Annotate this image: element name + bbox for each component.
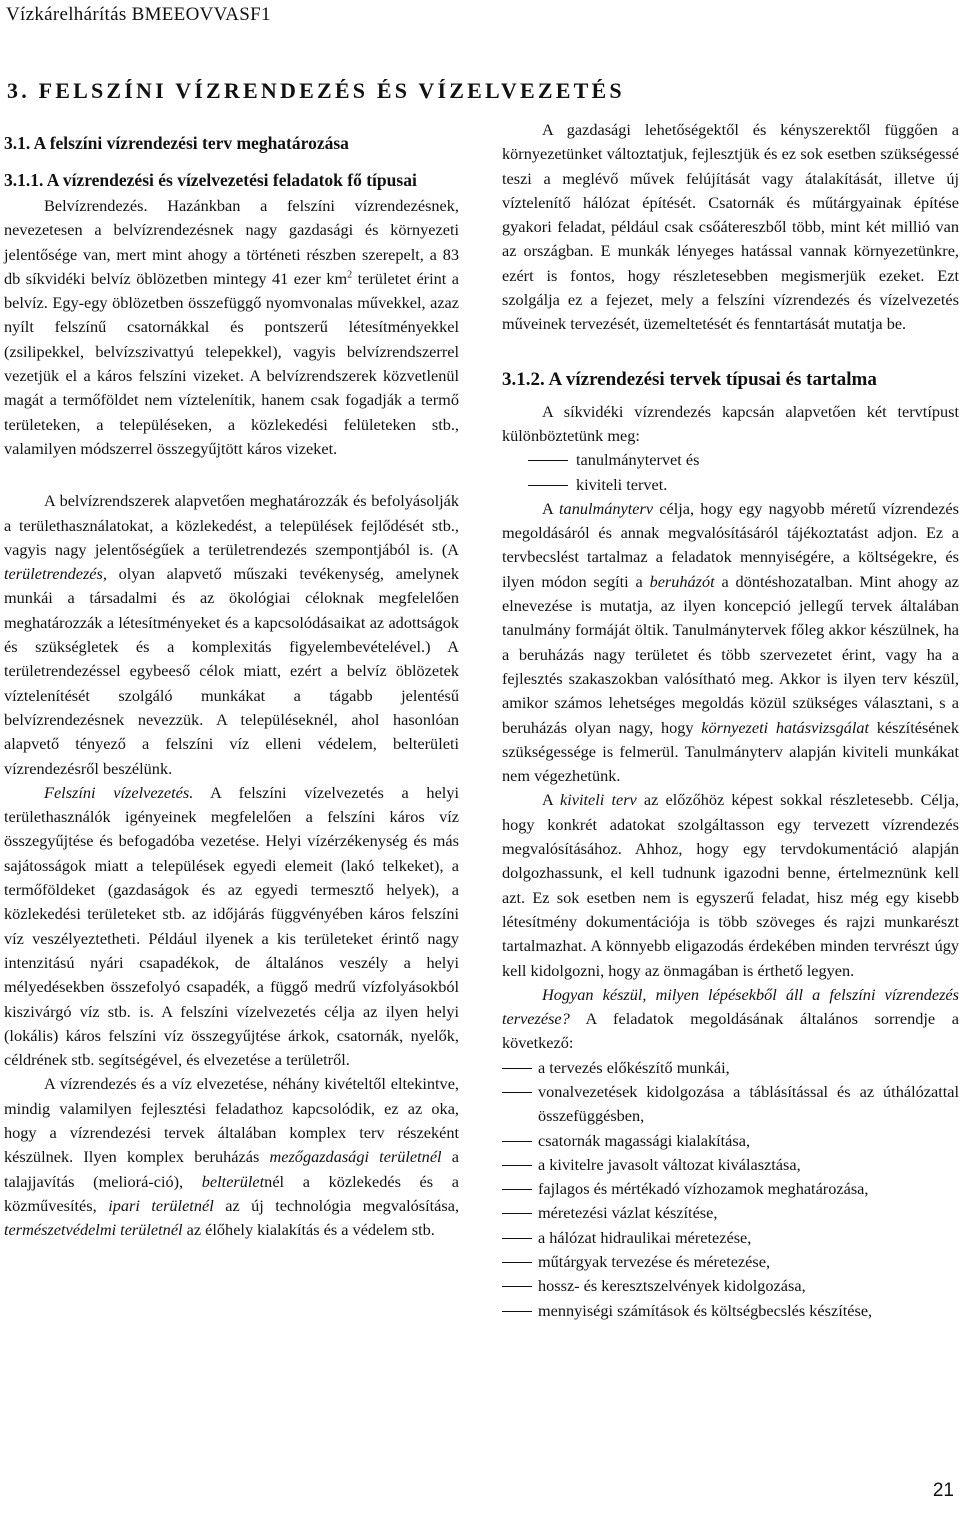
list-item-step: a hálózat hidraulikai méretezése, xyxy=(502,1226,959,1250)
paragraph-kiviteli-terv: A kiviteli terv az előzőhöz képest sokkal részletesebb. Célja, hogy konkrét adatokat szolgáltasson egy tervezett vízrendezés megvalósításához. Ahhoz, hogy egy tervdokumentáció alapján dolgozhassunk, el kell tudnunk igazodni benne, értelmeznünk kell azt. Ez sok esetben nem is egyszerű feladat, hisz még egy kisebb létesítmény dokumentációja is több szöveges és rajzi munkarészt tartalmazhat. A könnyebb eligazodás érdekében minden tervrészt úgy kell kidolgozni, hogy az önmagában is érthető legyen. xyxy=(502,790,960,980)
list-item-step: vonalvezetések kidolgozása a táblásítással és az úthálózattal összefüggésben, xyxy=(502,1080,959,1129)
list-item-step: méretezési vázlat készítése, xyxy=(502,1201,959,1225)
paragraph-belvizrendszerek: A belvízrendszerek alapvetően meghatározzák és befolyásolják a területhasználatokat, a közlekedést, a települések fejlődését stb., vagyis nagy jelentőségűek a területrendezés szempontjából is. (A területrendezés, olyan alapvető műszaki tevékenység, amelynek munkái a társadalmi és az ökológiai céloknak megfelelően meghatározzák a létesítményeket és a kapcsolódásaikat az adottságok és szükségletek és a komplexitás figyelembevételével.) A területrendezéssel egybeeső célok miatt, ezért a belvíz öblözetek víztelenítését szolgáló munkákat a tágabb jelentésű belvízrendezésnek nevezzük. A településeknél, ahol hasonlóan alapvető tényező a felszíni víz elleni védelem, belterületi vízrendezésről beszélünk. xyxy=(4,491,459,778)
list-item-step: a kivitelre javasolt változat kiválasztása, xyxy=(502,1153,959,1177)
list-item-type: kiviteli tervet. xyxy=(502,473,959,497)
paragraph-tervezes-lepesei: Hogyan készül, milyen lépésekből áll a felszíni vízrendezés tervezése? A feladatok megoldásának általános sorrendje a következő: xyxy=(502,984,959,1053)
paragraph-komplex-terv: A vízrendezés és a víz elvezetése, néhány kivételtől eltekintve, mindig valamilyen fejlesztési feladathoz kapcsolódik, ez az oka, hogy a vízrendezési tervek általában komplex terv részeként készülnek. Ilyen komplex beruházás mezőgazdasági területnél a talajjavítás (meliorá-ció), belterületnél a közlekedés és a közművesítés, ipari területnél az új technológia megvalósítása, természetvédelmi területnél az élőhely kialakítás és a védelem stb. xyxy=(4,1074,460,1240)
list-item-type: tanulmánytervet és xyxy=(502,448,959,472)
running-head: Vízkárelhárítás BMEEOVVASF1 xyxy=(6,4,271,25)
paragraph-tervtipusok: A síkvidéki vízrendezés kapcsán alapvetően két tervtípust különböztetünk meg: xyxy=(502,401,959,445)
list-item-step: műtárgyak tervezése és méretezése, xyxy=(502,1250,959,1274)
paragraph-belvizrendezes: Belvízrendezés. Hazánkban a felszíni vízrendezésnek, nevezetesen a belvízrendezésnek nagy gazdasági és környezeti jelentősége van, mert mint ahogy a történeti részben szerepelt, a 83 db síkvidéki belvíz öblözetben mintegy 41 ezer $km^2$ területet érint a belvíz. Egy-egy öblözetben összefüggő nyomvonalas művekkel, azaz nyílt felszínű csatornákkal és pontszerű létesítményekkel (zsilipekkel, belvízszivattyú telepekkel), vagyis belvízrendszerrel vezetjük el a káros felszíni vizeket. A belvízrendszerek közvetlenül magát a termőföldet nem víztelenítik, hanem csak fogadják a termő területeken, a településeken, a közlekedési felületeken stb., valamilyen módszerrel összegyűjtött káros vizeket. xyxy=(4,196,459,458)
superscript-2: 2 xyxy=(347,269,353,281)
left-column xyxy=(4,130,459,1242)
section-heading-3-1-1: 3.1.1. A vízrendezési és vízelvezetési feladatok fő típusai xyxy=(4,170,417,190)
list-item-step: mennyiségi számítások és költségbecslés készítése, xyxy=(502,1299,959,1323)
list-item-step: fajlagos és mértékadó vízhozamok meghatározása, xyxy=(502,1177,959,1201)
paragraph-tanulmanyterv: A tanulmányterv célja, hogy egy nagyobb méretű vízrendezés megoldásáról és annak megvalósításáról tájékoztatást adjon. Ez a tervbecslést tartalmaz a feladatok mennyiségére, a költségekre, és ilyen módon segíti a beruházót a döntéshozatalban. Mint ahogy az elnevezése is mutatja, az ilyen koncepció jellegű tervek általában tanulmány formáját öltik. Tanulmánytervek főleg akkor készülnek, ha a beruházás nagy területet és több szervezetet érint, vagy ha a fejlesztés szakaszokban valósítható meg. Akkor is ilyen terv készül, amikor számos lehetséges megoldás közül szükséges választani, s a beruházás olyan nagy, hogy környezeti hatásvizsgálat készítésének szükségessége is felmerül. Tanulmányterv alapján kiviteli munkákat nem végezhetünk. xyxy=(502,498,960,786)
paragraph-gazdasagi-lehetosegek: A gazdasági lehetőségektől és kényszerektől függően a környezetünket változtatjuk, fejlesztjük és ez sok esetben szükségessé teszi a meglévő művek felújítását vagy átalakítását, illetve új víztelenítő hálózat építését. Csatornák és műtárgyainak építése gyakori feladat, például csak csőátereszből több, mint két millió van az országban. E munkák lényeges hatással vannak környezetünkre, ezért is fontos, hogy részletesebben megismerjük ezeket. Ezt szolgálja ez a fejezet, mely a felszíni vízrendezés és vízelvezetés műveinek tervezését, üzemeltetését és fenntartását mutatja be. xyxy=(502,120,959,334)
paragraph-felszini-vizelvezetes: Felszíni vízelvezetés. A felszíni vízelvezetés a helyi területhasználók igényeinek megfelelően a felszíni káros víz összegyűjtése és befogadóba vezetése. Helyi vízérzékenység és más sajátosságok miatt a települések egyedi elemeit (lakó telkeket), a termőföldeket (gazdaságok és az egyedi termesztő helyek), a közlekedési területeket stb. az időjárás függvényében káros felszíni víz veszélyeztetheti. Például ilyenek a kis területeket érintő nagy intenzitású nyári csapadékok, de általános veszély a helyi mélyedésekben összefolyó csapadék, a függő medrű vízfolyásokból kiszivárgó víz stb. is. A felszíni vízelvezetés célja az ilyen helyi (lokális) káros felszíni víz összegyűjtése árkok, csatornák, nyelők, céldrének stb. segítségével, és elvezetése a területről. xyxy=(4,782,459,1070)
section-heading-3-1: 3.1. A felszíni vízrendezési terv meghatározása xyxy=(4,133,349,153)
section-heading-3-1-2: 3.1.2. A vízrendezési tervek típusai és tartalma xyxy=(502,368,877,390)
chapter-title: 3. FELSZÍNI VÍZRENDEZÉS ÉS VÍZELVEZETÉS xyxy=(7,78,625,103)
right-column xyxy=(502,118,959,1323)
page-number: 21 xyxy=(932,1480,954,1501)
list-item-step: hossz- és keresztszelvények kidolgozása, xyxy=(502,1274,959,1298)
list-item-step: a tervezés előkészítő munkái, xyxy=(502,1056,959,1080)
list-item-step: csatornák magassági kialakítása, xyxy=(502,1129,959,1153)
